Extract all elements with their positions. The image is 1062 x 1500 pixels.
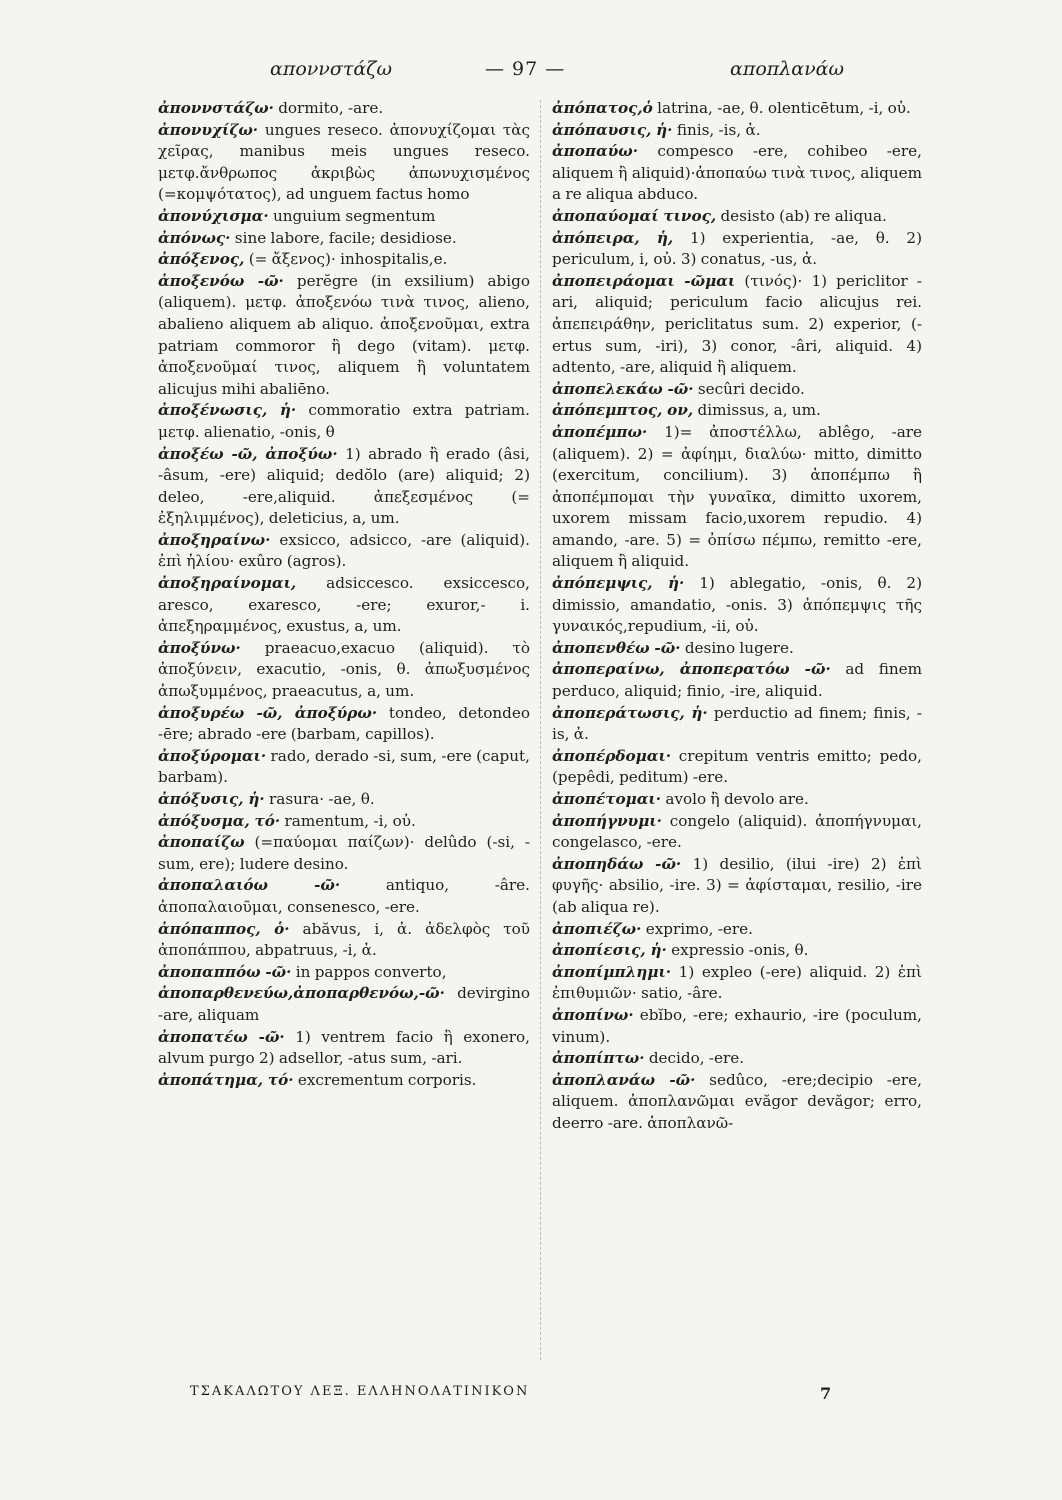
dictionary-entry [158,919,530,962]
entry-headword: ἀπόπεμπτος, ον, [552,401,694,420]
dictionary-entry [158,638,530,703]
dictionary-entry [158,962,530,984]
entry-headword: ἀποξύνω· [158,638,241,657]
entry-headword: ἀποξύρομαι· [158,746,267,765]
entry-headword: ἀπόπαππος, ὁ· [158,919,290,938]
entry-definition: crepitum ventris emitto; pedo, (pepêdi, peditum) -ere. [552,746,922,787]
entry-definition: congelo (aliquid). ἀποπήγνυμαι, congelasco, -ere. [552,811,923,852]
page-number: — 97 — [485,58,566,80]
entry-definition: 1) desilio, (ilui -ire) 2) ἐπὶ φυγῆς· absilio, -ire. 3) = ἀφίσταμαι, resilio, -ire (ab aliqua re). [552,854,922,916]
dictionary-entry [158,746,530,789]
entry-headword: ἀποπειράομαι -ῶμαι [552,271,736,290]
entry-headword: ἀπονύχισμα· [158,206,269,225]
dictionary-entry [552,703,922,746]
entry-definition: 1) ventrem facio ἢ exonero, alvum purgo 2) adsellor, -atus sum, -ari. [158,1027,530,1068]
dictionary-entry [552,271,922,379]
footer [190,1384,850,1408]
dictionary-entry [158,249,530,271]
entry-headword: ἀποπελεκάω -ῶ· [552,379,694,398]
entry-definition: adsiccesco. exsiccesco, aresco, exaresco, -ere; exuror,- i. ἀπεξηραμμένος, exustus, a, um. [158,574,530,636]
entry-headword: ἀποξηραίνομαι, [158,574,297,593]
entry-headword: ἀποννστάζω· [158,99,274,117]
entry-definition: abăvus, i, ἀ. ἀδελφὸς τοῦ ἀποπάππου, abpatruus, -i, ἀ. [158,919,531,960]
footer-imprint: ΤΣΑΚΑΛΩΤΟΥ ΛΕΞ. ΕΛΛΗΝΟΛΑΤΙΝΙΚΟΝ [190,1384,530,1399]
entry-headword: ἀποξένωσις, ἡ· [158,401,297,420]
entry-definition: perductio ad finem; finis, -is, ἀ. [552,703,922,744]
dictionary-entry [158,271,530,401]
dictionary-entry [552,1070,922,1135]
entry-headword: ἀποπήγνυμι· [552,811,662,830]
entry-headword: ἀποξενόω -ῶ· [158,271,284,290]
entry-definition: secûri decido. [697,379,805,398]
entry-definition: desisto (ab) re aliqua. [720,206,887,225]
entry-headword: ἀπόξυσις, ἡ· [158,790,265,808]
entry-definition: 1)= ἀποστέλλω, ablêgo, -are (aliquem). 2) = ἀφίημι, διαλύω· mitto, dimitto (exercitum, concilium). 3) ἀποπέμπω ἢ ἀποπέμπομαι τὴν γυναῖκα, dimitto uxorem, uxorem missam facio,uxorem repudio. 4) amando, -are. 5) = ὀπίσω πέμπω, remitto -ere, aliquem ἢ aliquid. [552,422,922,571]
dictionary-entry [158,832,530,875]
dictionary-entry [158,400,530,443]
entry-definition: rado, derado -si, sum, -ere (caput, barbam). [158,746,530,787]
entry-definition: unguium segmentum [272,206,436,225]
entry-headword: ἀποπιέζω· [552,919,642,938]
entry-headword: ἀποπαππόω -ῶ· [158,962,292,981]
entry-definition: (=παύομαι παίζων)· delûdo (-si, -sum, ere); ludere desino. [158,833,530,873]
dictionary-entry [552,1005,922,1048]
entry-headword: ἀπόξενος, [158,250,245,269]
dictionary-entry [158,703,530,746]
dictionary-entry [552,962,922,1005]
dictionary-entry [158,228,530,250]
dictionary-entry [158,789,530,811]
entry-headword: ἀπόπατος,ὁ [552,99,653,117]
dictionary-entry [552,573,922,638]
running-head-right-word: αποπλανάω [730,58,844,80]
entry-definition: dimissus, a, um. [697,401,821,420]
dictionary-entry [158,983,530,1026]
dictionary-entry [552,854,922,919]
dictionary-entry [552,400,922,422]
running-head [150,58,930,88]
dictionary-entry [552,638,922,660]
right-column [552,98,922,1135]
dictionary-entry [158,1027,530,1070]
entry-definition: latrina, -ae, θ. olenticētum, -i, οὐ. [657,99,911,117]
dictionary-entry [552,98,922,120]
entry-definition: 1) abrado ἢ erado (âsi, -âsum, -ere) aliquid; dedŏlo (are) aliquid; 2) deleo, -ere,aliquid. ἀπεξεσμένος (= ἐξηλιμμένος), deleticius, a, um. [158,444,530,528]
entry-headword: ἀποπέρδομαι· [552,746,672,765]
entry-definition: avolo ἢ devolo are. [665,790,809,808]
entry-definition: ramentum, -i, οὐ. [284,811,416,830]
entry-headword: ἀποπίπτω· [552,1049,645,1068]
dictionary-entry [158,573,530,638]
dictionary-entry [158,120,530,206]
dictionary-entry [552,141,922,206]
entry-headword: ἀπόπεμψις, ἡ· [552,574,685,593]
dictionary-entry [158,206,530,228]
dictionary-entry [552,422,922,573]
entry-definition: decido, -ere. [648,1049,745,1068]
entry-definition: 1) experientia, -ae, θ. 2) periculum, i, οὐ. 3) conatus, -us, ἀ. [552,228,923,269]
dictionary-entry [552,789,922,811]
entry-definition: devirgino -are, aliquam [158,984,530,1024]
entry-definition: expressio -onis, θ. [671,941,809,960]
entry-definition: perĕgre (in exsilium) abigo (aliquem). μετφ. ἀποξενόω τινὰ τινος, alieno, abalieno aliquem ab aliquo. ἀποξενοῦμαι, extra patriam commoror ἢ dego (vitam). μετφ. ἀποξενοῦμαί τινος, aliquem ἢ voluntatem alicujus mihi abaliēno. [158,271,530,398]
entry-definition: 1) expleo (-ere) aliquid. 2) ἐπὶ ἐπιθυμιῶν· satio, -âre. [552,962,922,1003]
entry-definition: in pappos converto, [295,962,447,981]
entry-headword: ἀπόπειρα, ἡ, [552,228,674,247]
entry-definition: finis, -is, ἀ. [676,120,761,139]
entry-definition: ebĭbo, -ere; exhaurio, -ire (poculum, vinum). [552,1005,923,1046]
entry-definition: praeacuo,exacuo (aliquid). τὸ ἀποξύνειν, exacutio, -onis, θ. ἀπωξυσμένος ἀπωξυμμένος, praeacutus, a, um. [158,638,531,701]
entry-definition: ungues reseco. ἀπονυχίζομαι τὰς χεῖρας, manibus meis ungues reseco. μετφ.ἄνθρωπος ἀκριβὼς ἀπωνυχισμένος (=κομψότατος), ad unguem factus homo [158,120,530,204]
entry-headword: ἀποπαύομαί τινος, [552,206,717,225]
entry-headword: ἀποπενθέω -ῶ· [552,638,681,657]
entry-headword: ἀποπαύω· [552,142,639,161]
entry-headword: ἀποπέτομαι· [552,790,662,808]
entry-definition: sedûco, -ere;decipio -ere, aliquem. ἀποπλανῶμαι evăgor devăgor; erro, deerro -are. ἀποπλανῶ- [552,1070,922,1132]
entry-definition: 1) ablegatio, -onis, θ. 2) dimissio, amandatio, -onis. 3) ἀπόπεμψις τῆς γυναικός,repudium, -ii, οὐ. [552,574,923,636]
dictionary-entry [552,228,922,271]
entry-definition: dormito, -are. [278,99,384,117]
entry-definition: tondeo, detondeo -ēre; abrado -ere (barbam, capillos). [158,703,531,744]
entry-headword: ἀποπλανάω -ῶ· [552,1070,696,1089]
entry-headword: ἀποπατέω -ῶ· [158,1027,285,1046]
entry-headword: ἀποπίεσις, ἡ· [552,941,667,960]
entry-headword: ἀπόνως· [158,228,231,247]
entry-headword: ἀποξηραίνω· [158,530,271,549]
entry-headword: ἀπόπαυσις, ἡ· [552,120,673,139]
entry-headword: ἀποπίνω· [552,1005,634,1024]
signature-mark: 7 [820,1384,832,1403]
dictionary-entry [552,1048,922,1070]
entry-definition: commoratio extra patriam. μετφ. alienatio, -onis, θ [158,401,530,441]
dictionary-entry [158,98,530,120]
entry-definition: (τινός)· 1) periclitor -ari, aliquid; periculum facio alicujus rei. ἀπεπειράθην, periclitatus sum. 2) experior, (-ertus sum, -iri), 3) conor, -âri, aliquid. 4) adtento, -are, aliquid ἢ aliquem. [552,271,923,377]
dictionary-entry [158,811,530,833]
dictionary-entry [552,746,922,789]
entry-definition: rasura· -ae, θ. [269,790,375,808]
dictionary-entry [552,659,922,702]
entry-headword: ἀπονυχίζω· [158,120,259,139]
entry-headword: ἀποπεραίνω, ἀποπερατόω -ῶ· [552,660,831,679]
running-head-left-word: αποννστάζω [270,58,392,80]
entry-definition: (= ἄξενος)· inhospitalis,e. [248,250,448,269]
entry-definition: desino lugere. [684,638,794,657]
entry-definition: sine labore, facile; desidiose. [234,228,457,247]
entry-headword: ἀποπεράτωσις, ἡ· [552,703,708,722]
column-divider [540,100,541,1360]
entry-headword: ἀποπίμπλημι· [552,962,672,981]
entry-headword: ἀποξέω -ῶ, ἀποξύω· [158,444,338,463]
dictionary-entry [158,1070,530,1092]
dictionary-entry [552,811,922,854]
entry-definition: exsicco, adsicco, -are (aliquid). ἐπὶ ἡλίου· exûro (agros). [158,530,531,571]
entry-headword: ἀποπάτημα, τό· [158,1070,294,1089]
dictionary-entry [552,120,922,142]
entry-definition: exprimo, -ere. [645,919,753,938]
dictionary-entry [552,940,922,962]
entry-definition: excrementum corporis. [297,1070,477,1089]
entry-headword: ἀποπαίζω [158,833,245,852]
dictionary-entry [552,919,922,941]
entry-definition: antiquo, -âre. ἀποπαλαιοῦμαι, consenesco, -ere. [158,876,530,916]
dictionary-entry [158,530,530,573]
dictionary-entry [552,379,922,401]
entry-headword: ἀποπηδάω -ῶ· [552,854,682,873]
entry-headword: ἀποξυρέω -ῶ, ἀποξύρω· [158,703,378,722]
entry-definition: compesco -ere, cohibeo -ere, aliquem ἢ aliquid)·ἀποπαύω τινὰ τινος, aliquem a re aliqua abduco. [552,142,922,204]
entry-headword: ἀποπαρθενεύω,ἀποπαρθενόω,-ῶ· [158,984,445,1003]
entry-headword: ἀποπέμπω· [552,422,648,441]
entry-headword: ἀποπαλαιόω -ῶ· [158,876,341,895]
dictionary-entry [158,444,530,530]
entry-headword: ἀπόξυσμα, τό· [158,811,281,830]
left-column [158,98,530,1091]
dictionary-entry [552,206,922,228]
dictionary-entry [158,875,530,918]
entry-definition: ad finem perduco, aliquid; finio, -ire, aliquid. [552,660,922,701]
